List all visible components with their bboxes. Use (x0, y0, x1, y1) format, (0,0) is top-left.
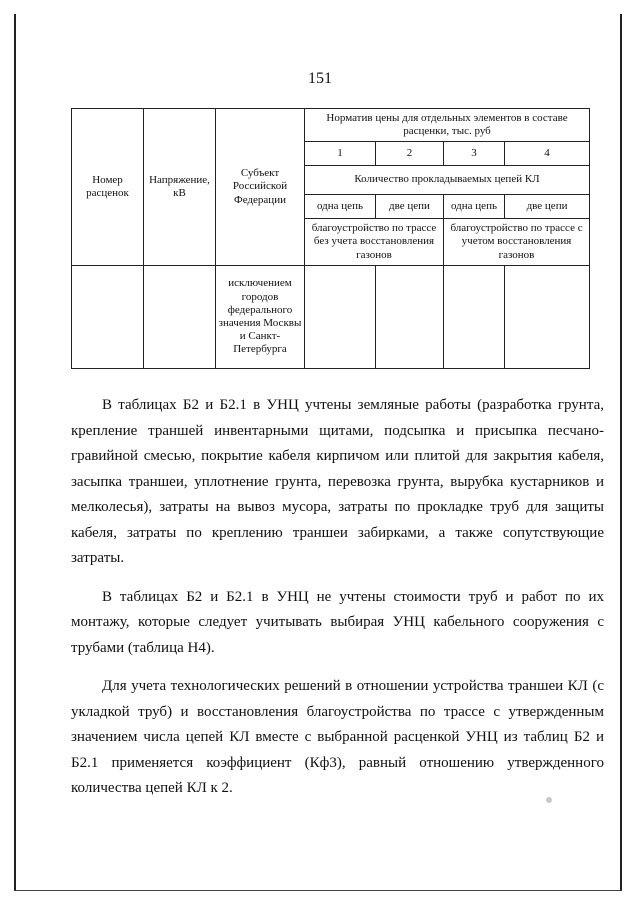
header-subject-col: Субъект Российской Федерации (216, 109, 305, 266)
page-number: 151 (308, 70, 332, 87)
improvement-without-lawns: благоустройство по трассе без учета восстановления газонов (305, 219, 444, 266)
subject-cell: исключением городов федерального значения Москвы и Санкт-Петербурга (216, 266, 305, 369)
table-header-row (72, 109, 590, 142)
table-cell (144, 266, 216, 369)
chain-count-cell: одна цепь (444, 195, 505, 219)
column-number: 2 (376, 142, 444, 166)
paragraph: В таблицах Б2 и Б2.1 в УНЦ не учтены стоимости труб и работ по их монтажу, которые следует учитывать выбирая УНЦ кабельного сооружения с трубами (таблица Н4). (71, 588, 604, 656)
chain-count-cell: две цепи (376, 195, 444, 219)
header-number-col: Номер расценок (72, 109, 144, 266)
paragraph: В таблицах Б2 и Б2.1 в УНЦ учтены земляные работы (разработка грунта, крепление траншей инвентарными щитами, подсыпка и присыпка песчано-гравийной смесью, покрытие кабеля кирпичом или плитой для закрытия кабеля, засыпка траншеи, уплотнение грунта, перевозка грунта, вырубка кустарников и мелколесья), затраты на вывоз мусора, затраты по прокладке труб для защиты кабеля, затраты по креплению траншеи забирками, а также сопутствующие затраты. (71, 397, 604, 566)
table-row (72, 266, 590, 369)
header-chain-count: Количество прокладываемых цепей КЛ (305, 166, 590, 195)
table-cell (72, 266, 144, 369)
table-cell (444, 266, 505, 369)
table-cell (376, 266, 444, 369)
scan-speck (546, 797, 552, 803)
table-cell (305, 266, 376, 369)
column-number: 4 (505, 142, 590, 166)
column-number: 3 (444, 142, 505, 166)
column-number: 1 (305, 142, 376, 166)
pricing-table (71, 108, 590, 369)
improvement-with-lawns: благоустройство по трассе с учетом восстановления газонов (444, 219, 590, 266)
header-norm: Норматив цены для отдельных элементов в составе расценки, тыс. руб (305, 109, 590, 142)
header-voltage-col: Напряжение, кВ (144, 109, 216, 266)
table-cell (505, 266, 590, 369)
paragraph: Для учета технологических решений в отношении устройства траншеи КЛ (с укладкой труб) и восстановления благоустройства по трассе с утвержденным значением числа цепей КЛ вместе с выбранной расценкой УНЦ из таблиц Б2 и Б2.1 применяется коэффициент (Кф3), равный отношению утвержденного количества цепей КЛ к 2. (71, 678, 604, 796)
body-text (71, 393, 604, 815)
chain-count-cell: две цепи (505, 195, 590, 219)
chain-count-cell: одна цепь (305, 195, 376, 219)
